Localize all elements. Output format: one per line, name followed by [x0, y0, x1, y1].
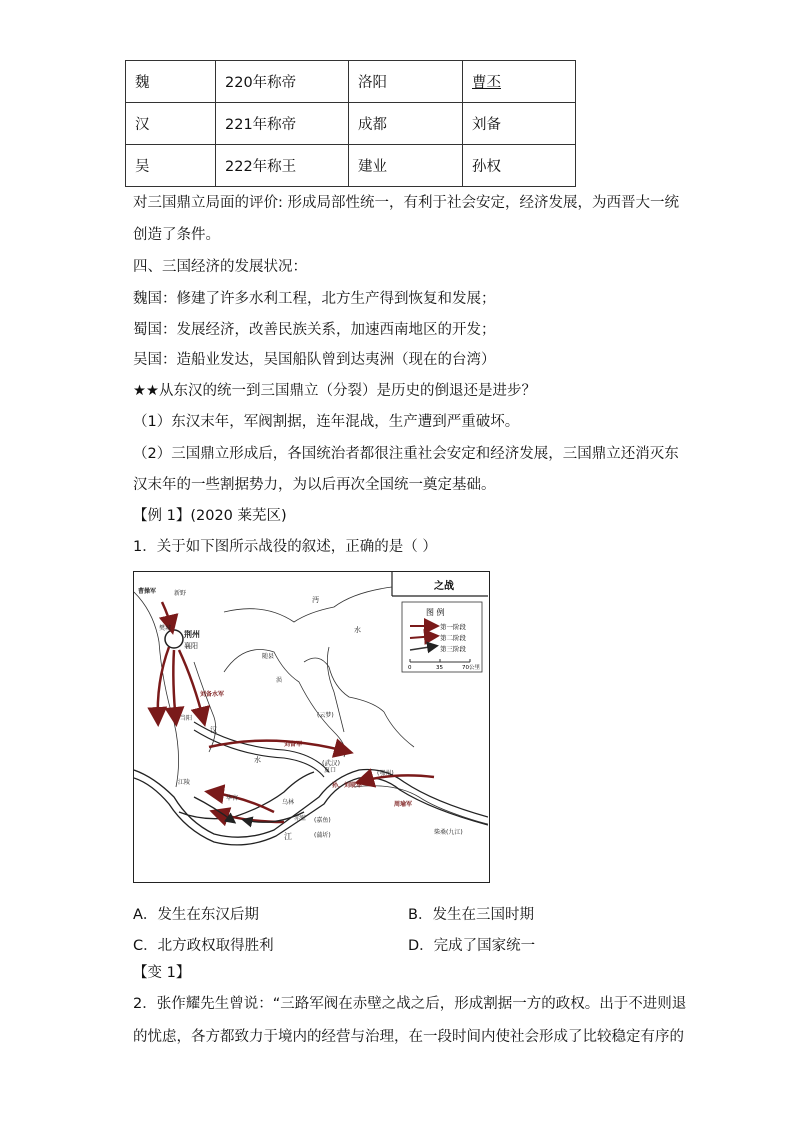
legend-item: 第二阶段 — [440, 634, 466, 642]
map-label: 樊城 — [159, 625, 172, 632]
map-label: 襄阳 — [184, 642, 198, 650]
battle-map — [133, 571, 490, 883]
map-label: 随县 — [262, 653, 275, 660]
table-cell: 洛阳 — [349, 61, 463, 103]
map-label: 涢 — [276, 677, 283, 684]
wei-economy: 魏国：修建了许多水利工程，北方生产得到恢复和发展； — [133, 291, 496, 307]
example-label: 【例 1】(2020 莱芜区) — [133, 508, 287, 524]
map-label: 江 — [284, 832, 292, 841]
discussion-point-2-cont: 汉末年的一些割据势力，为以后再次全国统一奠定基础。 — [133, 477, 496, 493]
discussion-question: ★★从东汉的统一到三国鼎立（分裂）是历史的倒退还是进步？ — [133, 383, 536, 399]
table-cell: 220年称帝 — [216, 61, 349, 103]
map-label: 水 — [254, 756, 261, 764]
map-label: 沔 — [312, 596, 319, 604]
discussion-point-2: （2）三国鼎立形成后，各国统治者都很注重社会安定和经济发展，三国鼎立还消灭东 — [133, 446, 679, 462]
map-label: 当阳 — [180, 715, 193, 722]
discussion-point-1: （1）东汉末年，军阀割据，连年混战，生产遭到严重破坏。 — [133, 414, 520, 430]
map-label: (武汉) — [322, 759, 341, 767]
scale-label: 70公里 — [462, 665, 480, 671]
map-label: 江陵 — [178, 779, 191, 786]
map-label: (嘉鱼) — [314, 817, 331, 824]
table-cell: 成都 — [349, 103, 463, 145]
table-cell: 221年称帝 — [216, 103, 349, 145]
map-title-box — [392, 572, 488, 596]
wu-economy: 吴国：造船业发达，吴国船队曾到达夷洲（现在的台湾） — [133, 352, 496, 368]
table-cell — [463, 61, 576, 103]
map-title: 之战 — [434, 581, 454, 592]
map-label: (蒲圻) — [314, 832, 331, 839]
table-row — [126, 61, 576, 103]
section-heading: 四、三国经济的发展状况： — [133, 259, 307, 275]
table-row — [126, 103, 576, 145]
map-label: 孙、刘联军 — [332, 782, 363, 789]
map-label: (云梦) — [317, 712, 334, 719]
map-label: 曹操军 — [138, 588, 157, 595]
map-label: 华容 — [226, 795, 239, 802]
option-d[interactable]: D．完成了国家统一 — [408, 938, 536, 954]
map-label: 荆州 — [184, 630, 200, 639]
table-cell: 吴 — [126, 145, 216, 187]
option-a[interactable]: A．发生在东汉后期 — [133, 907, 259, 923]
question-2-cont: 的忧虑，各方都致力于境内的经营与治理，在一段时间内使社会形成了比较稳定有序的 — [133, 1029, 684, 1045]
table-row — [126, 145, 576, 187]
map-label: 汉 — [210, 726, 217, 734]
scale-label: 35 — [436, 665, 443, 671]
question-1: 1．关于如下图所示战役的叙述，正确的是（ ） — [133, 539, 437, 555]
map-label: 夏口 — [324, 767, 337, 774]
option-c[interactable]: C．北方政权取得胜利 — [133, 938, 274, 954]
legend-item: 第三阶段 — [440, 645, 466, 653]
variant-label: 【变 1】 — [133, 965, 191, 981]
evaluation-text-cont: 创造了条件。 — [133, 227, 220, 243]
map-label: 刘备水军 — [200, 691, 225, 698]
map-label: 水 — [354, 626, 361, 634]
shu-economy: 蜀国：发展经济，改善民族关系，加速西南地区的开发； — [133, 322, 496, 338]
map-label: 赤壁 — [294, 815, 307, 822]
table-cell: 孙权 — [463, 145, 576, 187]
map-label: (鄂州) — [377, 770, 394, 777]
map-label: 柴桑(九江) — [434, 829, 463, 836]
map-label: 周瑜军 — [394, 801, 413, 808]
table-cell: 汉 — [126, 103, 216, 145]
table-cell-text: 曹丕 — [472, 75, 501, 91]
legend-item: 第一阶段 — [440, 623, 466, 631]
table-cell: 建业 — [349, 145, 463, 187]
map-label: 刘备军 — [284, 741, 303, 748]
option-b[interactable]: B．发生在三国时期 — [408, 907, 534, 923]
map-legend — [402, 602, 482, 672]
three-kingdoms-table — [125, 60, 576, 187]
map-label: 新野 — [174, 590, 187, 597]
scale-label: 0 — [408, 665, 412, 671]
table-cell: 魏 — [126, 61, 216, 103]
xiangyang-marker — [165, 630, 183, 648]
evaluation-text: 对三国鼎立局面的评价: 形成局部性统一，有利于社会安定，经济发展，为西晋大一统 — [133, 195, 679, 211]
table-cell: 222年称王 — [216, 145, 349, 187]
legend-title: 图 例 — [426, 608, 445, 617]
table-cell: 刘备 — [463, 103, 576, 145]
map-label: 乌林 — [282, 799, 295, 806]
question-2: 2．张作耀先生曾说：“三路军阀在赤壁之战之后，形成割据一方的政权。出于不进则退 — [133, 996, 687, 1012]
